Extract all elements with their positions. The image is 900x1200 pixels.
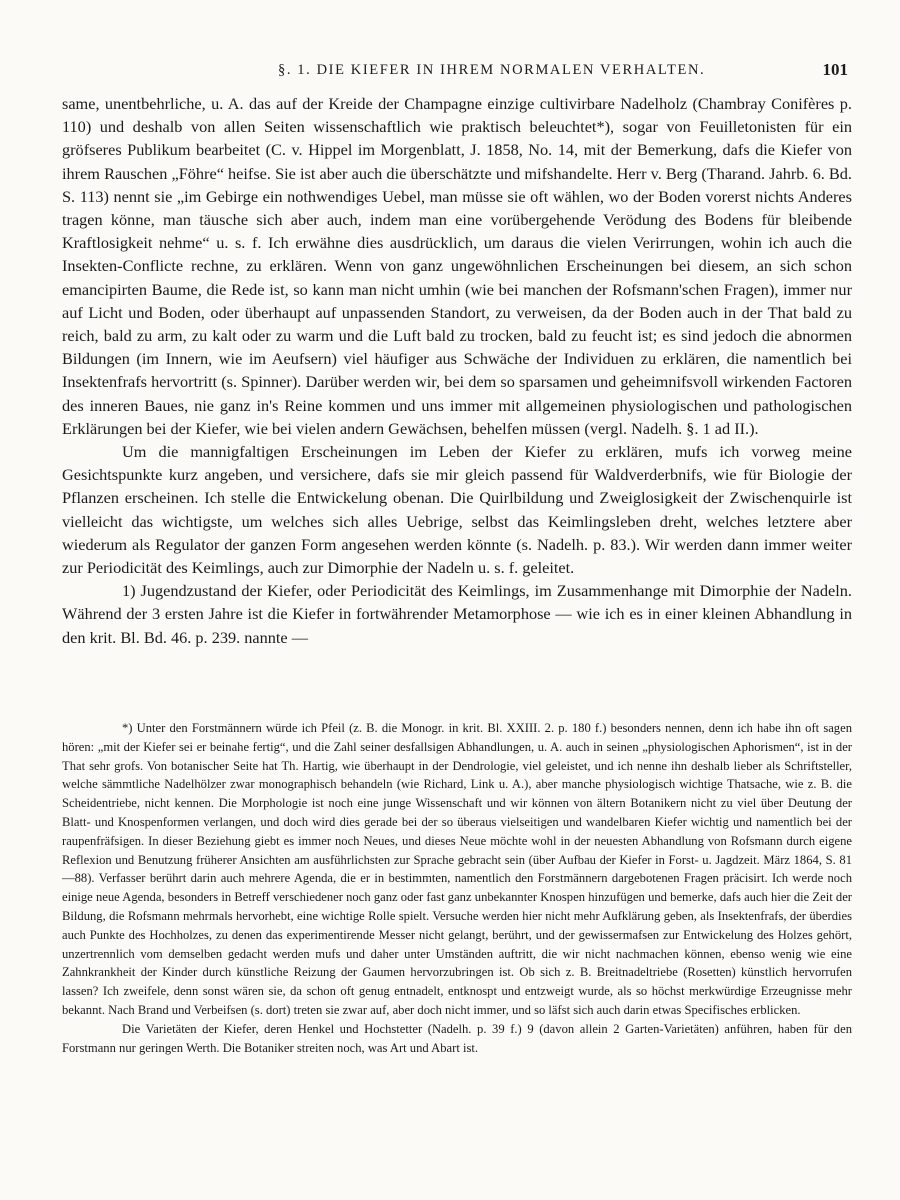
paragraph-development: Um die mannigfaltigen Erscheinungen im Leben der Kiefer zu erklären, mufs ich vorweg meine Gesichtspunkte kurz angeben, und versichere, dafs sie mir gleich passend für Waldverderbnifs, wie für Biologie der Pflanzen erscheinen. Ich stelle die Entwickelung obenan. Die Quirlbildung und Zweiglosigkeit der Zwischenquirle ist vielleicht das wichtigste, um welches sich alles Uebrige, selbst das Keimlingsleben dreht, welches letztere aber wiederum als Regulator der ganzen Form angesehen werden könnte (s. Nadelh. p. 83.). Wir werden dann immer weiter zur Periodicität des Keimlings, auch zur Dimorphie der Nadeln u. s. f. geleitet. <box>62 442 852 578</box>
paragraph-youth-stage: 1) Jugendzustand der Kiefer, oder Periodicität des Keimlings, im Zusammenhange mit Dimorphie der Nadeln. Während der 3 ersten Jahre ist die Kiefer in fortwährender Metamorphose — wie ich es in einer kleinen Abhandlung in den krit. Bl. Bd. 46. p. 239. nannte — <box>62 581 852 647</box>
footnote-first: *) Unter den Forstmännern würde ich Pfeil (z. B. die Monogr. in krit. Bl. XXIII. 2. p. 180 f.) besonders nennen, denn ich habe ihn oft sagen hören: „mit der Kiefer sei er beinahe fertig“, und die Zahl seiner desfallsigen Abhandlungen, u. A. auch in seinen „physiologischen Aphorismen“, ist in der That sehr grofs. Von botanischer Seite hat Th. Hartig, wie überhaupt in der Dendrologie, viel geleistet, und ich nenne ihn deshalb lieber als Schriftsteller, welche sämmtliche Nadelhölzer zwar monographisch behandeln (wie Richard, Link u. A.), aber manche physiologisch wichtige Thatsache, wie z. B. die Scheidentriebe, nicht kennen. Die Morphologie ist noch eine junge Wissenschaft und wir können von ältern Botanikern nicht zu viel über Deutung der Blatt- und Knospenformen verlangen, und doch wird dies gerade bei der so überaus vielseitigen und wandelbaren Kiefer wichtig und namentlich bei der raupenfräfsigen. In dieser Beziehung giebt es immer noch Neues, und dieses Neue möchte wohl in der neuesten Abhandlung von Rofsmann durch eigene Reflexion und Benutzung früherer Ansichten am ausführlichsten zur Sprache gebracht sein (über Aufbau der Kiefer in Forst- u. Jagdzeit. März 1864, S. 81—88). Verfasser berührt darin auch mehrere Agenda, die er in bestimmten, namentlich den Forstmännern dargebotenen Fragen präcisirt. Ich werde noch einige neue Agenda, besonders in Betreff verschiedener noch ganz oder fast ganz unbekannter Knospen hinzufügen und bemerke, dafs auch hier die Zeit der Bildung, die Rofsmann mehrmals hervorhebt, eine wichtige Rolle spielt. Versuche werden hier nicht mehr Aufklärung geben, als Insektenfrafs, der überdies auch Punkte des Hochholzes, zu denen das experimentirende Messer nicht gelangt, berührt, und der gewissermafsen zur Entwickelung des Holzes gehört, unzertrennlich vom demselben gedacht werden mufs und daher unter Umständen auftritt, die wir nicht nachmachen können, ebenso wenig wie eine Zahnkrankheit der Kinder durch künstliche Reizung der Gaumen hervorzubringen ist. Ob sich z. B. Breitnadeltriebe (Rosetten) künstlich hervorrufen lassen? Ich zweifele, denn sonst wären sie, da schon oft genug entnadelt, entknospt und entzweigt wurde, als so höchst merkwürdige Erzeugnisse mehr bekannt. Nach Brand und Verbeifsen (s. dort) treten sie zwar auf, aber doch nicht immer, und so läfst sich auch darin etwas Specifisches erblicken. <box>62 721 852 1017</box>
page-number: 101 <box>822 60 848 79</box>
footnote-second: Die Varietäten der Kiefer, deren Henkel und Hochstetter (Nadelh. p. 39 f.) 9 (davon allein 2 Garten-Varietäten) anführen, haben für den Forstmann nur geringen Werth. Die Botaniker streiten noch, was Art und Abart ist. <box>62 1021 852 1055</box>
footnotes <box>62 719 852 1057</box>
main-text <box>62 92 852 649</box>
page-header <box>0 58 900 84</box>
paragraph-continuation: same, unentbehrliche, u. A. das auf der Kreide der Champagne einzige cultivirbare Nadelholz (Chambray Conifères p. 110) und deshalb von allen Seiten wissenschaftlich wie praktisch beleuchtet*), sogar von Feuilletonisten für ein gröfseres Publikum bearbeitet (C. v. Hippel im Morgenblatt, J. 1858, No. 14, mit der Bemerkung, dafs die Kiefer von ihrem Rauschen „Föhre“ heifse. Sie ist aber auch die überschätzte und mifshandelte. Herr v. Berg (Tharand. Jahrb. 6. Bd. S. 113) nennt sie „im Gebirge ein nothwendiges Uebel, man müsse sie oft wählen, wo der Boden vorerst nichts Anderes tragen könne, man täusche sich aber auch, indem man eine vorübergehende Verödung des Bodens für bleibende Kraftlosigkeit nehme“ u. s. f. Ich erwähne dies ausdrücklich, um daraus die vielen Verirrungen, wohin ich auch die Insekten-Conflicte rechne, zu erklären. Wenn von ganz ungewöhnlichen Erscheinungen bei diesem, an sich schon emancipirten Baume, die Rede ist, so kann man nicht umhin (wie bei manchen der Rofsmann'schen Fragen), immer nur auf Licht und Boden, oder überhaupt auf unpassenden Standort, zu verweisen, da der Boden auch in der That bald zu reich, bald zu arm, zu kalt oder zu warm und die Luft bald zu trocken, bald zu feucht ist; es sind jedoch die abnormen Bildungen (im Innern, wie im Aeufsern) viel häufiger aus Schwäche der Individuen zu erklären, die namentlich bei Insektenfrafs hervortritt (s. Spinner). Darüber werden wir, bei dem so sparsamen und geheimnifsvoll wirkenden Factoren des inneren Baues, nie ganz in's Reine kommen und uns immer mit allgemeinen physiologischen und pathologischen Erklärungen bei der Kiefer, wie bei vielen andern Gewächsen, behelfen müssen (vergl. Nadelh. §. 1 ad II.). <box>62 94 852 438</box>
running-head: §. 1. DIE KIEFER IN IHREM NORMALEN VERHALTEN. <box>278 62 706 78</box>
